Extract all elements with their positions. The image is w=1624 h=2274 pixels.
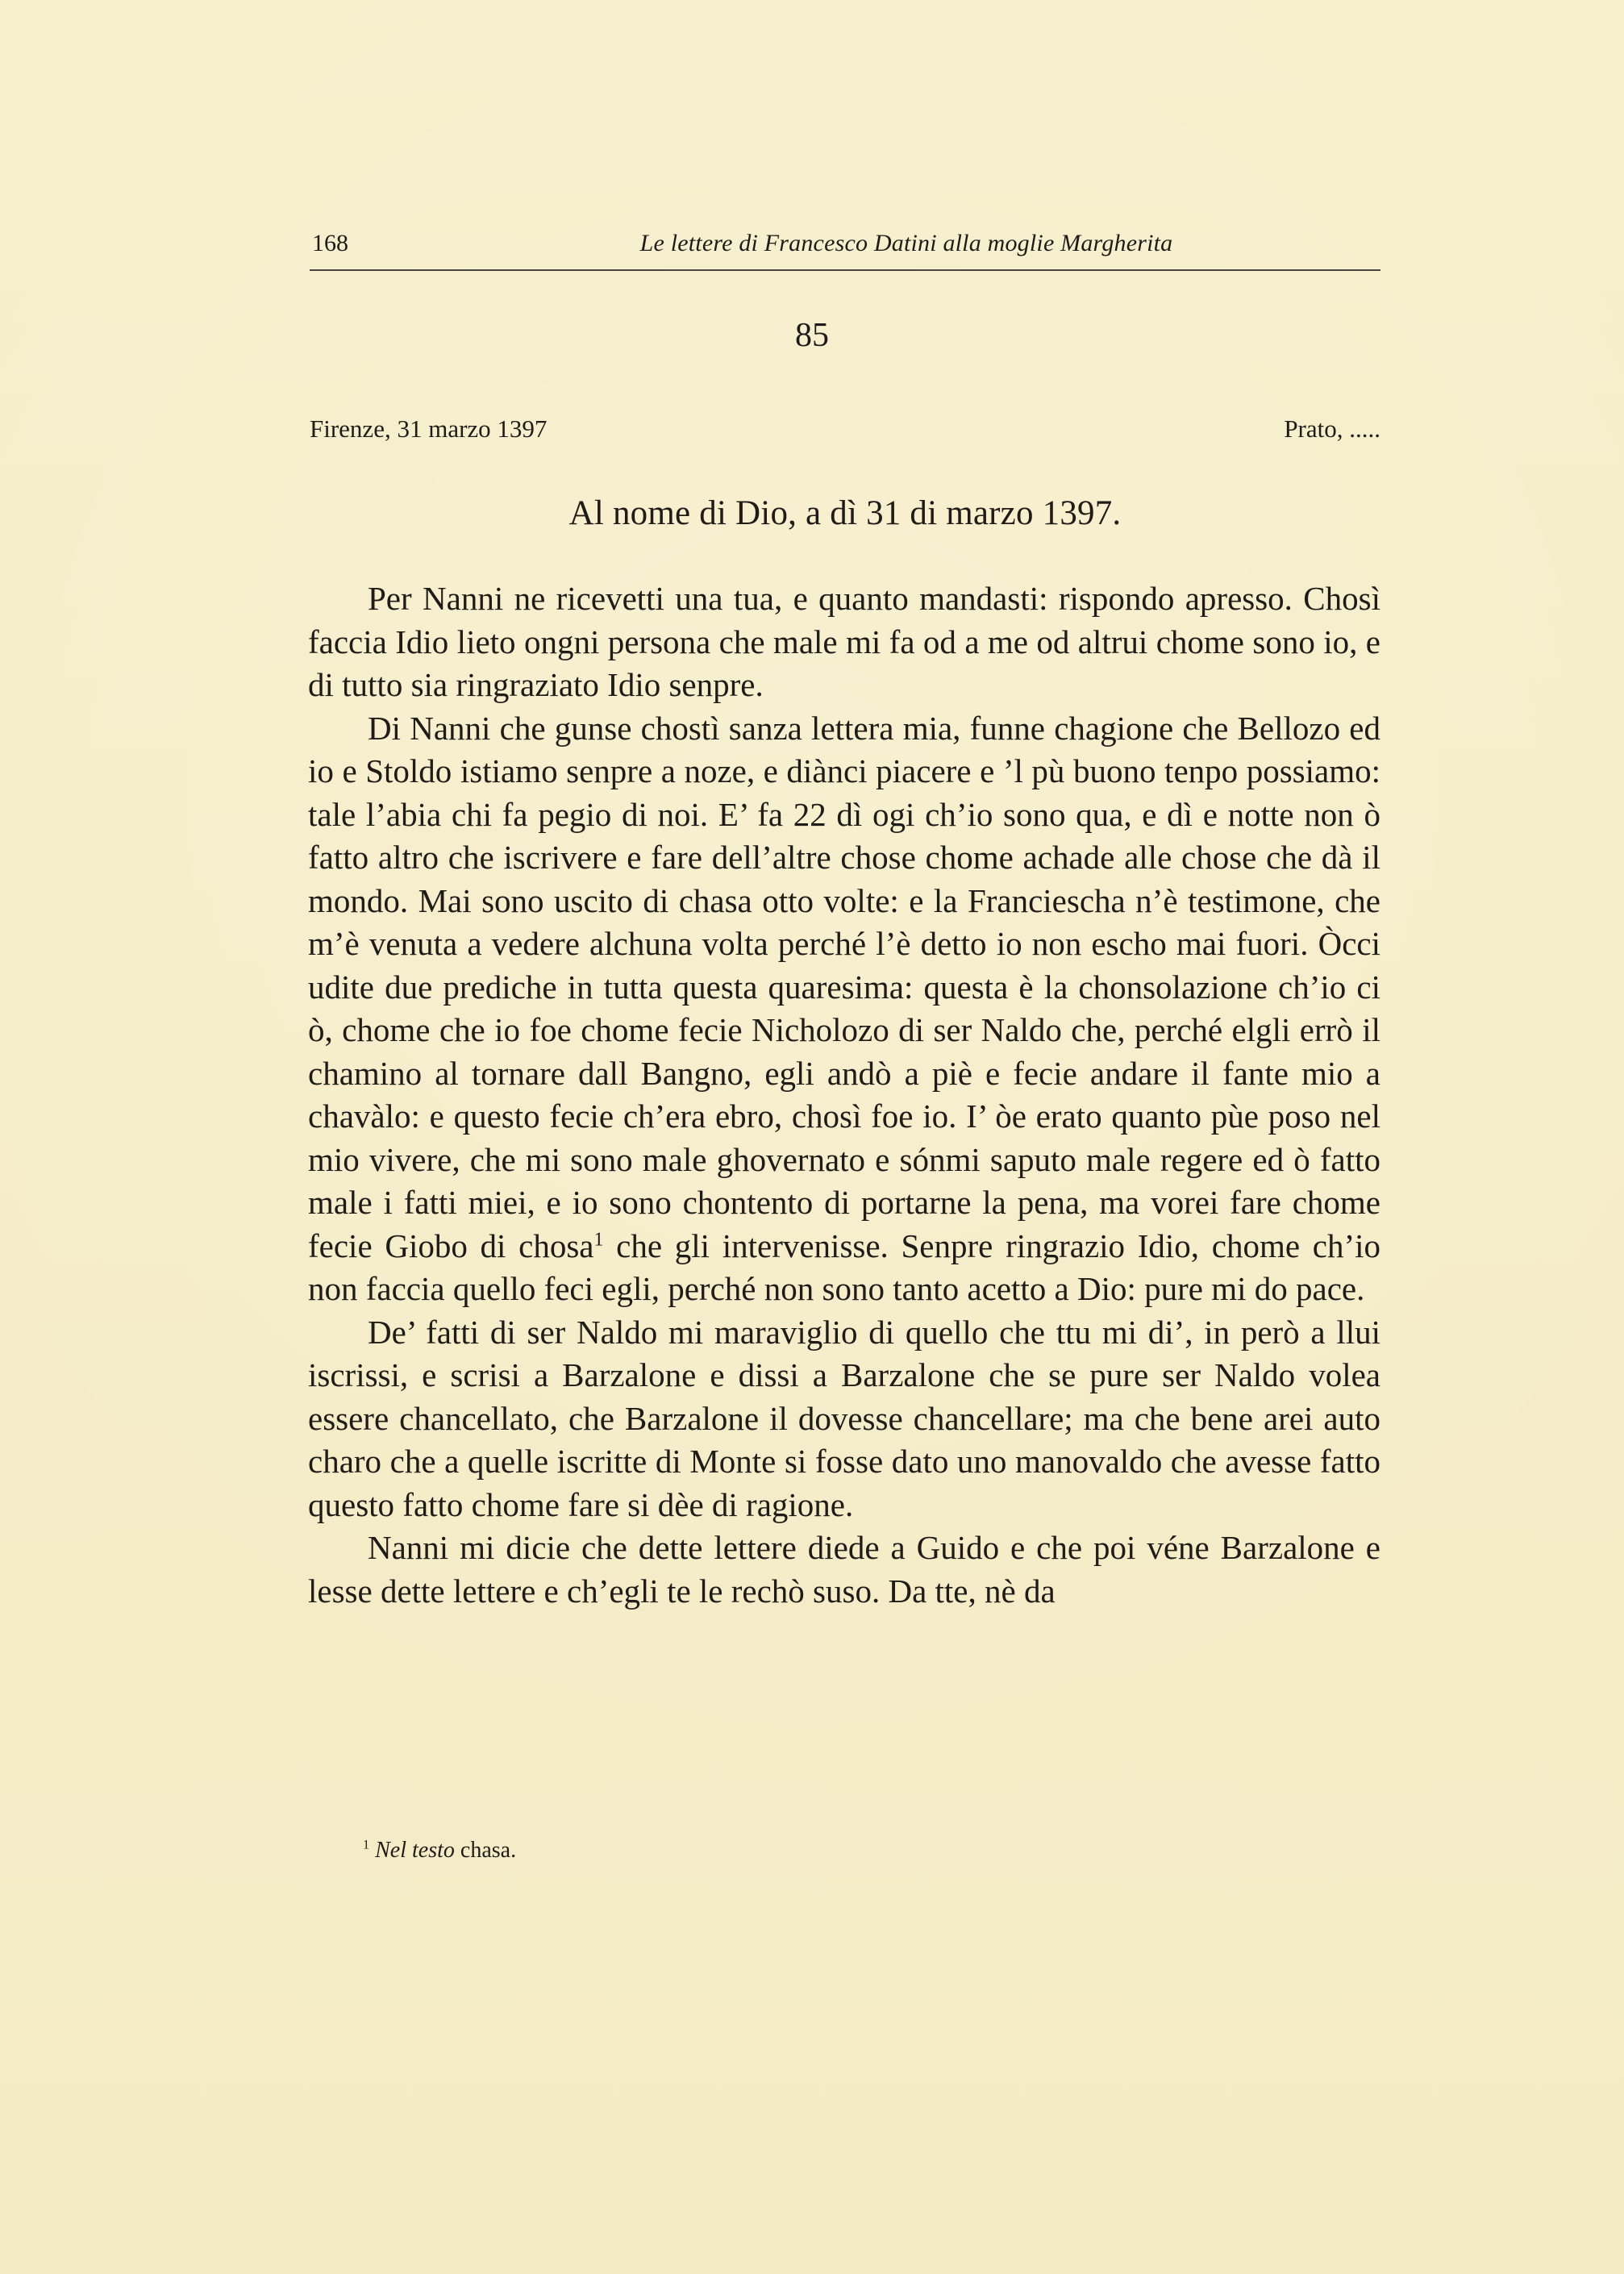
footnote (363, 1836, 1169, 1865)
letter-body (308, 577, 1380, 1613)
letter-place-date-line (310, 413, 1380, 445)
letter-number: 85 (795, 317, 829, 354)
letter-invocation: Al nome di Dio, a dì 31 di marzo 1397. (568, 494, 1122, 532)
page-number: 168 (312, 230, 348, 256)
footnote-text: chasa. (454, 1838, 517, 1863)
paragraph-2-continuation: che gli intervenisse. Senpre ringrazio Idio, chome ch’io non faccia quello feci egli, perché non sono tanto acetto a Dio: pure mi do pace. (308, 1227, 1381, 1307)
paragraph-2-main-text: Di Nanni che gunse chostì sanza lettera mia, funne chagione che Bellozo ed io e Stoldo istiamo senpre a noze, e diànci piacere e ’l pù buono tenpo possiamo: tale l’abia chi fa pegio di noi. E’ fa 22 dì ogi ch’io sono qua, e dì e notte non ò fatto altro che iscrivere e fare dell’altre chose chome achade alle chose che dà il mondo. Mai sono uscito di chasa otto volte: e la Franciescha n’è testimone, che m’è venuta a vedere alchuna volta perché l’è detto io non escho mai fuori. Òcci udite due prediche in tutta questa quaresima: questa è la chonsolazione ch’io ci ò, chome che io foe chome fecie Nicholozo di ser Naldo che, perché elgli errò il chamino al tornare dall Bangno, egli andò a piè e fecie andare il fante mio a chavàlo: e questo fecie ch’era ebro, chosì foe io. I’ òe erato quanto pùe poso nel mio vivere, che mi sono male ghovernato e sónmi saputo male regere ed ò fatto male i fatti miei, e io sono chontento di portarne la pena, ma vorei fare chome fecie Giobo di chosa (308, 709, 1380, 1264)
footnote-number: 1 (363, 1837, 370, 1852)
footnote-label: Nel testo (375, 1838, 455, 1863)
paragraph-4: Nanni mi dicie che dette lettere diede a Guido e che poi véne Barzalone e lesse dette lettere e ch’egli te le rechò suso. Da tte, nè da (308, 1529, 1380, 1610)
destination-place: Prato, ..... (1284, 414, 1380, 443)
book-title-header: Le lettere di Francesco Datini alla moglie Margherita (639, 230, 1173, 256)
footnote-reference: 1 (593, 1228, 604, 1250)
paragraph-2 (308, 707, 1380, 1311)
paragraph-1: Per Nanni ne ricevetti una tua, e quanto mandasti: rispondo apresso. Chosì faccia Idio lieto ongni persona che male mi fa od a me od altrui chome sono io, e di tutto sia ringraziato Idio senpre. (308, 580, 1380, 703)
origin-place-date: Firenze, 31 marzo 1397 (310, 414, 548, 443)
paragraph-3: De’ fatti di ser Naldo mi maraviglio di quello che ttu mi di’, in però a llui iscrissi, e scrisi a Barzalone e dissi a Barzalone che se pure ser Naldo volea essere chancellato, che Barzalone il dovesse chancellare; ma che bene arei auto charo che a quelle iscritte di Monte si fosse dato uno manovaldo che avesse fatto questo fatto chome fare si dèe di ragione. (308, 1313, 1380, 1523)
running-head (310, 226, 1380, 271)
